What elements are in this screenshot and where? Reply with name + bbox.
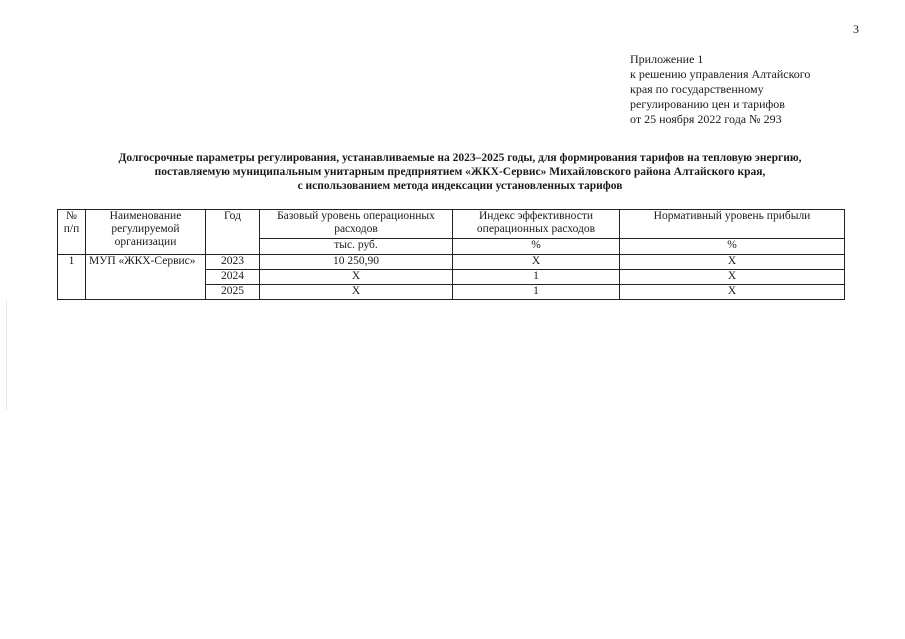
cell-year: 2023	[206, 255, 260, 270]
cell-profit: Х	[620, 270, 845, 285]
appendix-line: к решению управления Алтайского	[630, 67, 811, 81]
scan-edge-mark	[6, 300, 7, 410]
cell-base: 10 250,90	[260, 255, 453, 270]
appendix-block	[630, 52, 860, 127]
appendix-line: Приложение 1	[630, 52, 704, 66]
page-number: 3	[853, 22, 859, 36]
cell-profit: Х	[620, 255, 845, 270]
header-base: Базовый уровень операционных расходов	[260, 210, 453, 239]
appendix-line: от 25 ноября 2022 года № 293	[630, 112, 782, 126]
table-row	[58, 255, 845, 270]
cell-num: 1	[58, 255, 86, 300]
table-header-row	[58, 210, 845, 239]
unit-base: тыс. руб.	[260, 239, 453, 255]
cell-index: 1	[453, 285, 620, 300]
cell-base: Х	[260, 285, 453, 300]
cell-year: 2024	[206, 270, 260, 285]
cell-index: 1	[453, 270, 620, 285]
cell-index: Х	[453, 255, 620, 270]
cell-base: Х	[260, 270, 453, 285]
cell-profit: Х	[620, 285, 845, 300]
appendix-line: края по государственному	[630, 82, 764, 96]
unit-profit: %	[620, 239, 845, 255]
parameters-table	[57, 209, 845, 300]
cell-year: 2025	[206, 285, 260, 300]
header-profit: Нормативный уровень прибыли	[620, 210, 845, 239]
header-year: Год	[206, 210, 260, 255]
cell-org: МУП «ЖКХ-Сервис»	[86, 255, 206, 300]
header-org: Наименование регулируемой организации	[86, 210, 206, 255]
header-num: № п/п	[58, 210, 86, 255]
title-line: Долгосрочные параметры регулирования, устанавливаемые на 2023–2025 годы, для формирования тарифов на тепловую энергию,	[118, 152, 802, 164]
title-line: поставляемую муниципальным унитарным предприятием «ЖКХ-Сервис» Михайловского района Алтайского края,	[154, 166, 766, 178]
document-title	[40, 151, 880, 193]
title-line: с использованием метода индексации установленных тарифов	[297, 180, 623, 192]
unit-index: %	[453, 239, 620, 255]
appendix-line: регулированию цен и тарифов	[630, 97, 785, 111]
header-index: Индекс эффективности операционных расходов	[453, 210, 620, 239]
